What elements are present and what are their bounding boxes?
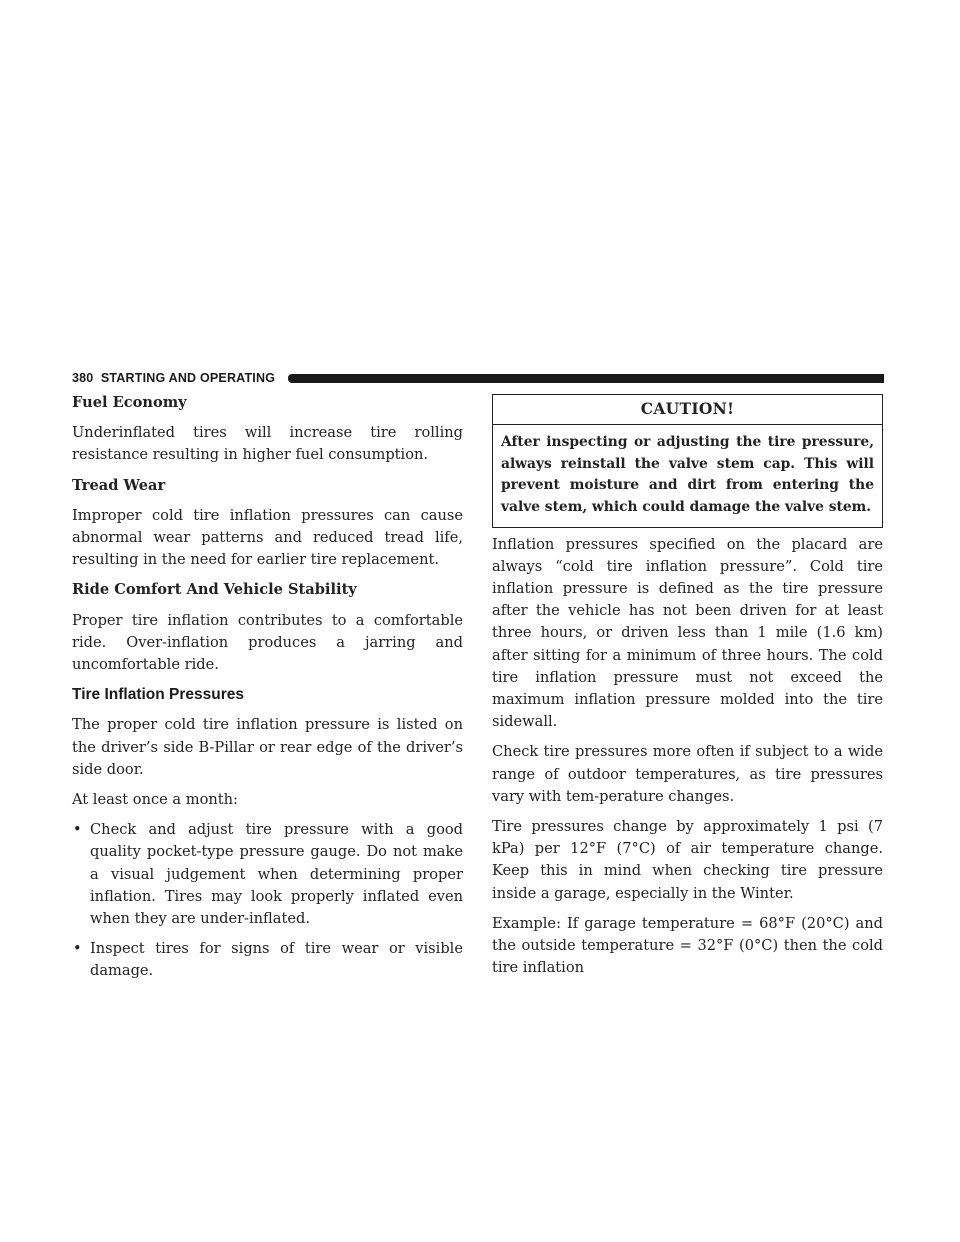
- right-column: [492, 392, 883, 987]
- caution-text: After inspecting or adjusting the tire pressure, always reinstall the valve stem cap. This will prevent moisture and dirt from entering the valve stem, which could damage the valve stem.: [501, 434, 874, 515]
- fuel-economy-heading: Fuel Economy: [72, 394, 187, 411]
- ride-comfort-heading: Ride Comfort And Vehicle Stability: [72, 581, 357, 599]
- ride-comfort-text: Proper tire inflation contributes to a comfortable ride. Over-inflation produces a jarring and uncomfortable ride.: [72, 611, 463, 674]
- pressure-change-paragraph: Tire pressures change by approximately 1 psi (7 kPa) per 12°F (7°C) of air temperature change. Keep this in mind when checking tire pressure inside a garage, especially in the Winter.: [492, 818, 883, 902]
- page-header: [72, 370, 884, 386]
- caution-box: [492, 394, 883, 528]
- caution-title: CAUTION!: [493, 395, 882, 425]
- tread-wear-text: Improper cold tire inflation pressures can cause abnormal wear patterns and reduced tread life, resulting in the need for earlier tire replacement.: [72, 506, 463, 569]
- fuel-economy-text: Underinflated tires will increase tire rolling resistance resulting in higher fuel consumption.: [72, 424, 463, 464]
- list-item-text: Inspect tires for signs of tire wear or visible damage.: [90, 940, 463, 980]
- cold-pressure-paragraph: Inflation pressures specified on the placard are always “cold tire inflation pressure”. Cold tire inflation pressure is defined as the tire pressure after the vehicle has not been driven for at least three hours, or driven less than 1 mile (1.6 km) after sitting for a minimum of three hours. The cold tire inflation pressure must not exceed the maximum inflation pressure molded into the tire sidewall.: [492, 535, 883, 731]
- temperature-range-paragraph: Check tire pressures more often if subject to a wide range of outdoor temperatures, as tire pressures vary with tem-perature changes.: [492, 743, 883, 805]
- list-item: [72, 938, 463, 982]
- header-label: [72, 370, 275, 386]
- list-item-text: Check and adjust tire pressure with a good quality pocket-type pressure gauge. Do not make a visual judgement when determining proper inflation. Tires may look properly inflated even when they are under-inflated.: [90, 821, 463, 928]
- left-column: [72, 392, 463, 991]
- tire-inflation-heading: Tire Inflation Pressures: [72, 686, 244, 704]
- bullet-icon: •: [73, 821, 82, 839]
- monthly-checklist: [72, 819, 463, 982]
- page-number: 380: [72, 371, 94, 385]
- tread-wear-heading: Tread Wear: [72, 476, 166, 494]
- monthly-intro: At least once a month:: [72, 791, 238, 809]
- tire-inflation-text: The proper cold tire inflation pressure is listed on the driver’s side B-Pillar or rear edge of the driver’s side door.: [72, 716, 463, 778]
- bullet-icon: •: [73, 940, 82, 958]
- header-rule: [288, 374, 884, 383]
- example-paragraph: Example: If garage temperature = 68°F (20°C) and the outside temperature = 32°F (0°C) then the cold tire inflation: [492, 914, 883, 977]
- list-item: [72, 819, 463, 930]
- section-title: STARTING AND OPERATING: [100, 371, 276, 385]
